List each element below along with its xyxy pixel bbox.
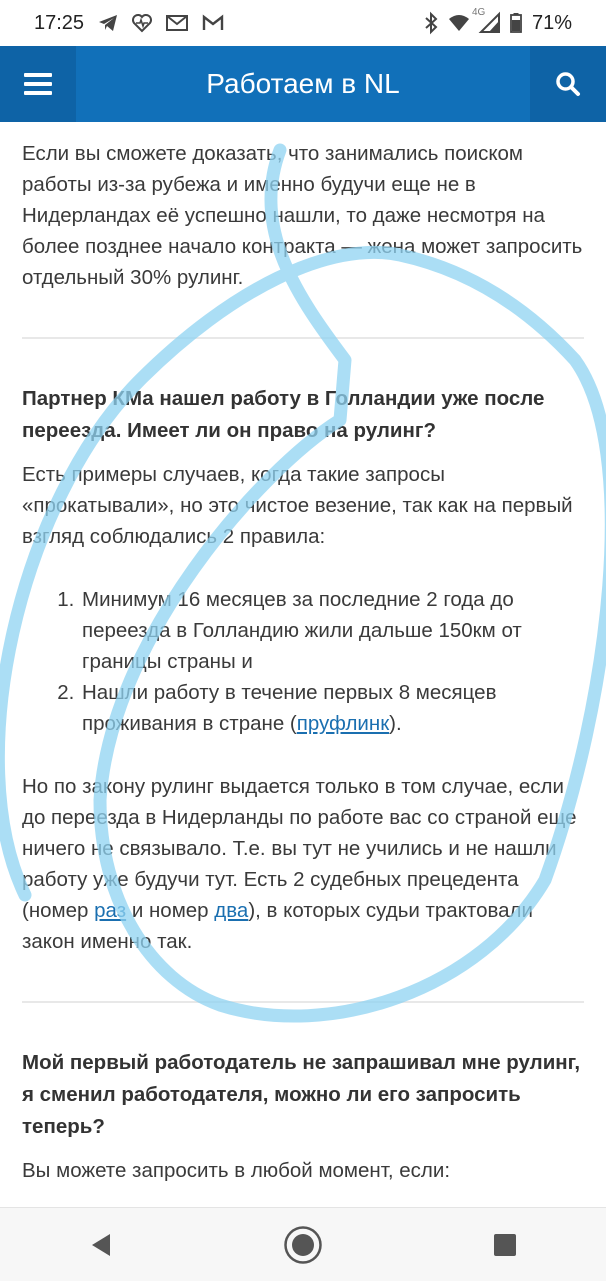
question-heading: Партнер КМа нашел работу в Голландии уже после переезда. Имеет ли он право на рулинг?	[22, 387, 545, 442]
menu-button[interactable]	[0, 46, 76, 122]
search-icon	[555, 71, 581, 97]
proof-link[interactable]: пруфлинк	[296, 712, 390, 735]
mail-icon	[166, 15, 188, 31]
section-divider	[22, 337, 584, 339]
bluetooth-icon	[424, 13, 438, 33]
network-type: 4G	[471, 7, 486, 18]
article-paragraph: Есть примеры случаев, когда такие запросы «прокатывали», но это чистое везение, так как на первый взгляд соблюдались 2 правила:	[22, 463, 573, 548]
recents-icon	[494, 1234, 516, 1256]
back-button[interactable]	[71, 1215, 131, 1275]
telegram-icon	[98, 14, 118, 32]
paragraph-text: ), в которых судьи трактовали закон именно так.	[22, 899, 533, 953]
system-nav-bar	[0, 1207, 606, 1281]
list-item-text: ).	[389, 712, 402, 735]
battery-level: 71%	[531, 11, 572, 34]
wifi-icon	[448, 14, 470, 32]
battery-icon	[510, 13, 522, 33]
list-item	[80, 677, 584, 739]
precedent-link-2[interactable]: два	[214, 899, 249, 922]
recents-button[interactable]	[475, 1215, 535, 1275]
paragraph-text: Но по закону рулинг выдается только в том случае, если до переезда в Нидерланды по работе вас со страной еще ничего не связывало. Т.е. вы тут не учились и не нашли работу уже будучи тут. Есть 2 судебных прецедента (номер	[22, 775, 577, 922]
back-icon	[90, 1233, 112, 1257]
cellular-signal-icon	[471, 7, 500, 33]
article-content	[22, 122, 584, 1207]
status-bar	[0, 0, 606, 46]
app-bar	[0, 46, 606, 122]
site-title[interactable]: Работаем в NL	[206, 68, 400, 99]
hamburger-menu-icon	[24, 73, 52, 95]
question-heading: Мой первый работодатель не запрашивал мне рулинг, я сменил работодателя, можно ли его запросить теперь?	[22, 1051, 581, 1138]
status-time: 17:25	[34, 11, 85, 34]
list-item-text: Нашли работу в течение первых 8 месяцев проживания в стране (	[82, 681, 497, 735]
article-paragraph: Вы можете запросить в любой момент, если:	[22, 1159, 451, 1182]
article-paragraph: Если вы сможете доказать, что занимались поиском работы из-за рубежа и именно будучи еще не в Нидерландах её успешно нашли, то даже несмотря на более позднее начало контракта — жена может запросить отдельный 30% рулинг.	[22, 142, 583, 289]
paragraph-text: и номер	[126, 899, 215, 922]
home-button[interactable]	[273, 1215, 333, 1275]
health-icon	[132, 14, 152, 32]
article-paragraph	[22, 771, 584, 957]
section-divider	[22, 1001, 584, 1003]
gmail-icon	[202, 15, 224, 31]
search-button[interactable]	[530, 46, 606, 122]
conditions-list	[22, 584, 584, 739]
precedent-link-1[interactable]: раз	[94, 899, 127, 922]
home-icon	[283, 1225, 323, 1265]
list-item: 1. Минимум 16 месяцев за последние 2 года до переезда в Голландию жили дальше 150км от границы страны и	[80, 584, 584, 677]
